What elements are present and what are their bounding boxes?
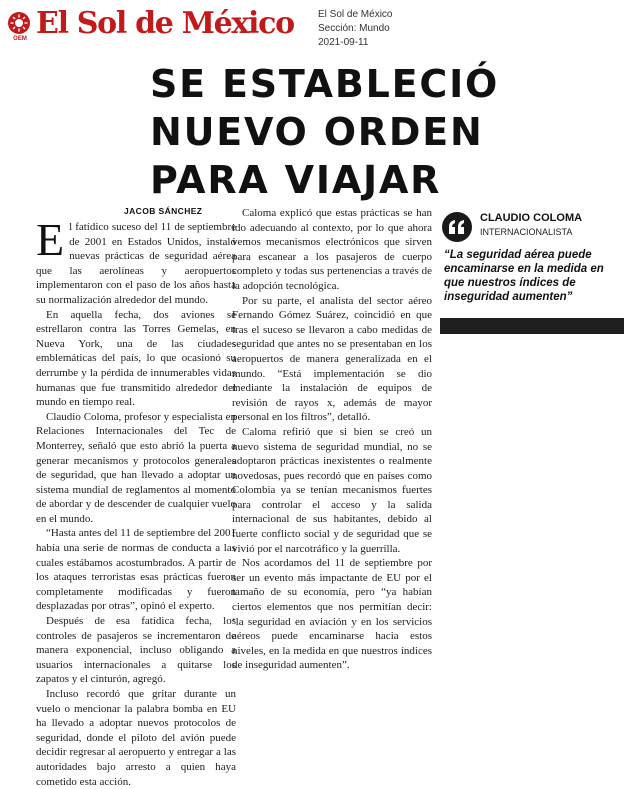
- article-meta: [318, 8, 518, 50]
- sun-logo-icon: [8, 12, 30, 34]
- masthead: [8, 8, 308, 48]
- quote-icon: [442, 212, 472, 242]
- quote-author-role: INTERNACIONALISTA: [480, 227, 573, 237]
- section-label: Sección: Mundo: [318, 23, 390, 34]
- paragraph: Incluso recordó que gritar durante un vuelo o mencionar la palabra bomba en EU ha llevado a adoptar nuevos protocolos de seguridad, donde el piloto del avión puede decidir regresar al aeropuerto y entregar a las autoridades bajo arresto a quien haya cometido esta acción.: [36, 688, 236, 788]
- paragraph: Claudio Coloma, profesor y especialista en Relaciones Internacionales del Tec de Monterrey, señaló que esto abrió la puerta a generar mecanismos y protocolos generales de seguridad, que han llevado a adoptar un sistema mundial de reglamentos al momento de abordar y de descender de cualquier vuelo en el mundo.: [36, 410, 236, 525]
- quote-author: CLAUDIO COLOMA: [480, 212, 583, 224]
- headline-line-3: PARA VIAJAR: [150, 158, 442, 202]
- body-column-2: [232, 206, 432, 673]
- paragraph: Caloma refirió que si bien se creó un nuevo sistema de seguridad mundial, no se adoptaron prácticas inexistentes o realmente novedosas, pues recordó que en países como Colombia ya se tenían mecanismos fuertes para controlar el acceso y la salida internacional de sus habitantes, debido al fuerte conflicto social y de seguridad que se vivió por el narcotráfico y la guerrilla.: [232, 425, 432, 555]
- quote-bar: [440, 318, 624, 334]
- paragraph: Caloma explicó que estas prácticas se han ido adecuando al contexto, por lo que ahora vemos mecanismos electrónicos que sirven para escanear a los pasajeros de cuerpo completo y todas sus pertenencias a través de la adopción tecnológica.: [232, 207, 432, 292]
- paragraph: Nos acordamos del 11 de septiembre por ser un evento más impactante de EU por el tamaño de su economía, pero “ya habían ciertos elementos que nos permitían decir: ‘la seguridad en aviación y en los servicios aéreos puede encaminarse hacia estos niveles, en la medida en que nuestros índices de inseguridad aumenten”.: [232, 557, 432, 672]
- paragraph: “Hasta antes del 11 de septiembre del 2001 había una serie de normas de conducta a las cuales estábamos acostumbrados. A partir de los ataques terroristas esas prácticas fueron completamente modificadas y fueron desplazadas por otras”, opinó el experto.: [36, 527, 236, 613]
- headline: [150, 60, 530, 204]
- pull-quote: [440, 206, 626, 336]
- paragraph: Después de esa fatídica fecha, los controles de pasajeros se incrementaron de manera exponencial, incluso obligando a usuarios internacionales a quitarse los zapatos y el cinturón, agregó.: [36, 615, 236, 686]
- paragraph: En aquella fecha, dos aviones se estrellaron contra las Torres Gemelas, en Nueva York, una de las ciudades emblemáticas del país, lo que ocasionó su derrumbe y la pérdida de innumerables vidas humanas que fue transmitido alrededor del mundo en tiempo real.: [36, 308, 236, 409]
- paragraph: Por su parte, el analista del sector aéreo Fernando Gómez Suárez, coincidió en que tras el suceso se llevaron a cabo medidas de seguridad que antes no se presentaban en los aeropuertos de manera generalizada en el mundo. “Está implementación se dio mediante la instalación de equipos de revisión de rayos x, además de mayor personal en los filtros”, detalló.: [232, 294, 432, 424]
- body-column-1: [36, 214, 236, 789]
- headline-line-1: SE ESTABLECIÓ: [150, 62, 500, 106]
- publication-name: El Sol de México: [318, 9, 393, 20]
- headline-line-2: NUEVO ORDEN: [150, 110, 484, 154]
- logo-badge: OEM: [13, 36, 27, 42]
- logo-text: El Sol de México: [36, 6, 294, 41]
- drop-cap: E: [36, 214, 65, 265]
- publish-date: 2021-09-11: [318, 37, 369, 48]
- quote-text: “La seguridad aérea puede encaminarse en la medida en que nuestros índices de inseguridad aumenten”: [444, 249, 604, 303]
- byline: JACOB SÁNCHEZ: [124, 206, 203, 216]
- paragraph: El fatídico suceso del 11 de septiembre de 2001 en Estados Unidos, instaló nuevas prácticas de seguridad aérea que las aerolíneas y aeropuertos implementaron con el paso de los años hasta su normalización alrededor del mundo.: [36, 214, 236, 306]
